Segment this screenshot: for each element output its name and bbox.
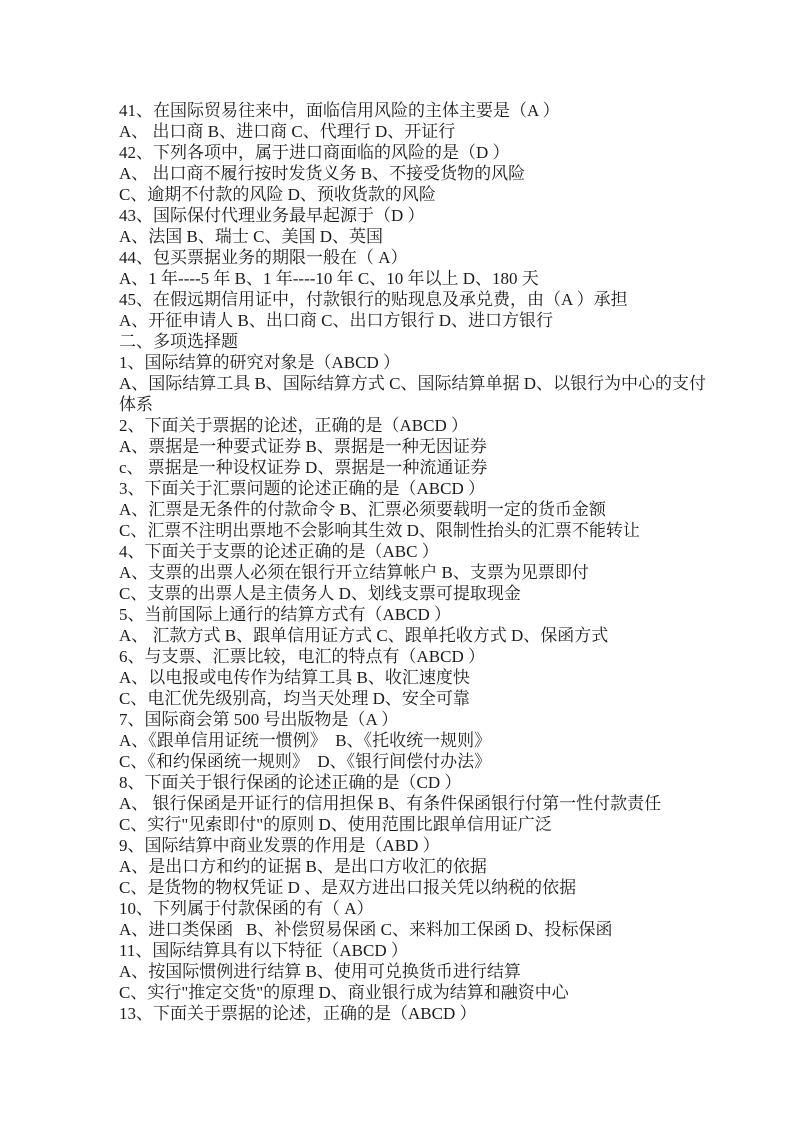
text-line-29: C、电汇优先级别高，均当天处理 D、安全可靠: [119, 689, 470, 708]
text-line-6: 43、国际保付代理业务最早起源于（D ）: [119, 206, 425, 225]
text-line-3: 42、下列各项中，属于进口商面临的风险的是（D ）: [119, 143, 510, 162]
text-line-5: C、逾期不付款的风险 D、预收货款的风险: [119, 185, 436, 204]
document-body: [119, 100, 739, 1024]
text-line-7: A、法国 B、瑞士 C、美国 D、英国: [119, 227, 383, 246]
text-line-27: 6、与支票、汇票比较，电汇的特点有（ABCD ）: [119, 647, 485, 666]
text-line-37: A、是出口方和约的证据 B、是出口方收汇的依据: [119, 857, 487, 876]
text-line-40: A、进口类保函 B、补偿贸易保函 C、来料加工保函 D、投标保函: [119, 920, 613, 939]
text-line-15: 体系: [119, 395, 153, 414]
text-line-17: A、票据是一种要式证券 B、票据是一种无因证券: [119, 437, 487, 456]
text-line-30: 7、国际商会第 500 号出版物是（A ）: [119, 710, 399, 729]
text-line-42: A、按国际惯例进行结算 B、使用可兑换货币进行结算: [119, 962, 521, 981]
text-line-44: 13、下面关于票据的论述，正确的是（ABCD ）: [119, 1004, 477, 1023]
text-line-43: C、实行"推定交货"的原理 D、商业银行成为结算和融资中心: [119, 983, 569, 1002]
text-line-41: 11、国际结算具有以下特征（ABCD ）: [119, 941, 408, 960]
text-line-39: 10、下列属于付款保函的有（ A）: [119, 899, 374, 918]
text-line-22: 4、下面关于支票的论述正确的是（ABC ）: [119, 542, 439, 561]
text-line-20: A、汇票是无条件的付款命令 B、汇票必须要载明一定的货币金额: [119, 500, 606, 519]
text-line-13: 1、国际结算的研究对象是（ABCD ）: [119, 353, 400, 372]
text-line-23: A、支票的出票人必须在银行开立结算帐户 B、支票为见票即付: [119, 563, 589, 582]
text-line-1: 41、在国际贸易往来中，面临信用风险的主体主要是（A ）: [119, 101, 560, 120]
text-line-14: A、国际结算工具 B、国际结算方式 C、国际结算单据 D、以银行为中心的支付: [119, 374, 706, 393]
text-line-35: C、实行"见索即付"的原则 D、使用范围比跟单信用证广泛: [119, 815, 552, 834]
text-line-34: A、 银行保函是开证行的信用担保 B、有条件保函银行付第一性付款责任: [119, 794, 662, 813]
text-line-4: A、 出口商不履行按时发货义务 B、不接受货物的风险: [119, 164, 526, 183]
text-line-25: 5、当前国际上通行的结算方式有（ABCD ）: [119, 605, 451, 624]
text-line-16: 2、下面关于票据的论述，正确的是（ABCD ）: [119, 416, 468, 435]
text-line-12: 二、多项选择题: [119, 332, 238, 351]
text-line-26: A、 汇款方式 B、跟单信用证方式 C、跟单托收方式 D、保函方式: [119, 626, 609, 645]
text-line-32: C、《和约保函统一规则》 D、《银行间偿付办法》: [119, 752, 492, 771]
text-line-18: c、 票据是一种设权证券 D、票据是一种流通证券: [119, 458, 488, 477]
text-line-2: A、 出口商 B、进口商 C、代理行 D、开证行: [119, 122, 456, 141]
text-line-38: C、是货物的物权凭证 D 、是双方进出口报关凭以纳税的依据: [119, 878, 577, 897]
text-line-10: 45、在假远期信用证中，付款银行的贴现息及承兑费，由（A ）承担: [119, 290, 628, 309]
text-line-19: 3、下面关于汇票问题的论述正确的是（ABCD ）: [119, 479, 485, 498]
text-line-8: 44、包买票据业务的期限一般在（ A）: [119, 248, 408, 267]
text-line-11: A、开征申请人 B、出口商 C、出口方银行 D、进口方银行: [119, 311, 553, 330]
text-line-31: A、《跟单信用证统一惯例》 B、《托收统一规则》: [119, 731, 492, 750]
text-line-24: C、支票的出票人是主债务人 D、划线支票可提取现金: [119, 584, 521, 603]
text-line-33: 8、下面关于银行保函的论述正确的是（CD ）: [119, 773, 462, 792]
text-line-28: A、以电报或电传作为结算工具 B、收汇速度快: [119, 668, 470, 687]
text-line-36: 9、国际结算中商业发票的作用是（ABD ）: [119, 836, 440, 855]
text-line-9: A、1 年----5 年 B、1 年----10 年 C、10 年以上 D、180 天: [119, 269, 539, 288]
text-line-21: C、汇票不注明出票地不会影响其生效 D、限制性抬头的汇票不能转让: [119, 521, 640, 540]
